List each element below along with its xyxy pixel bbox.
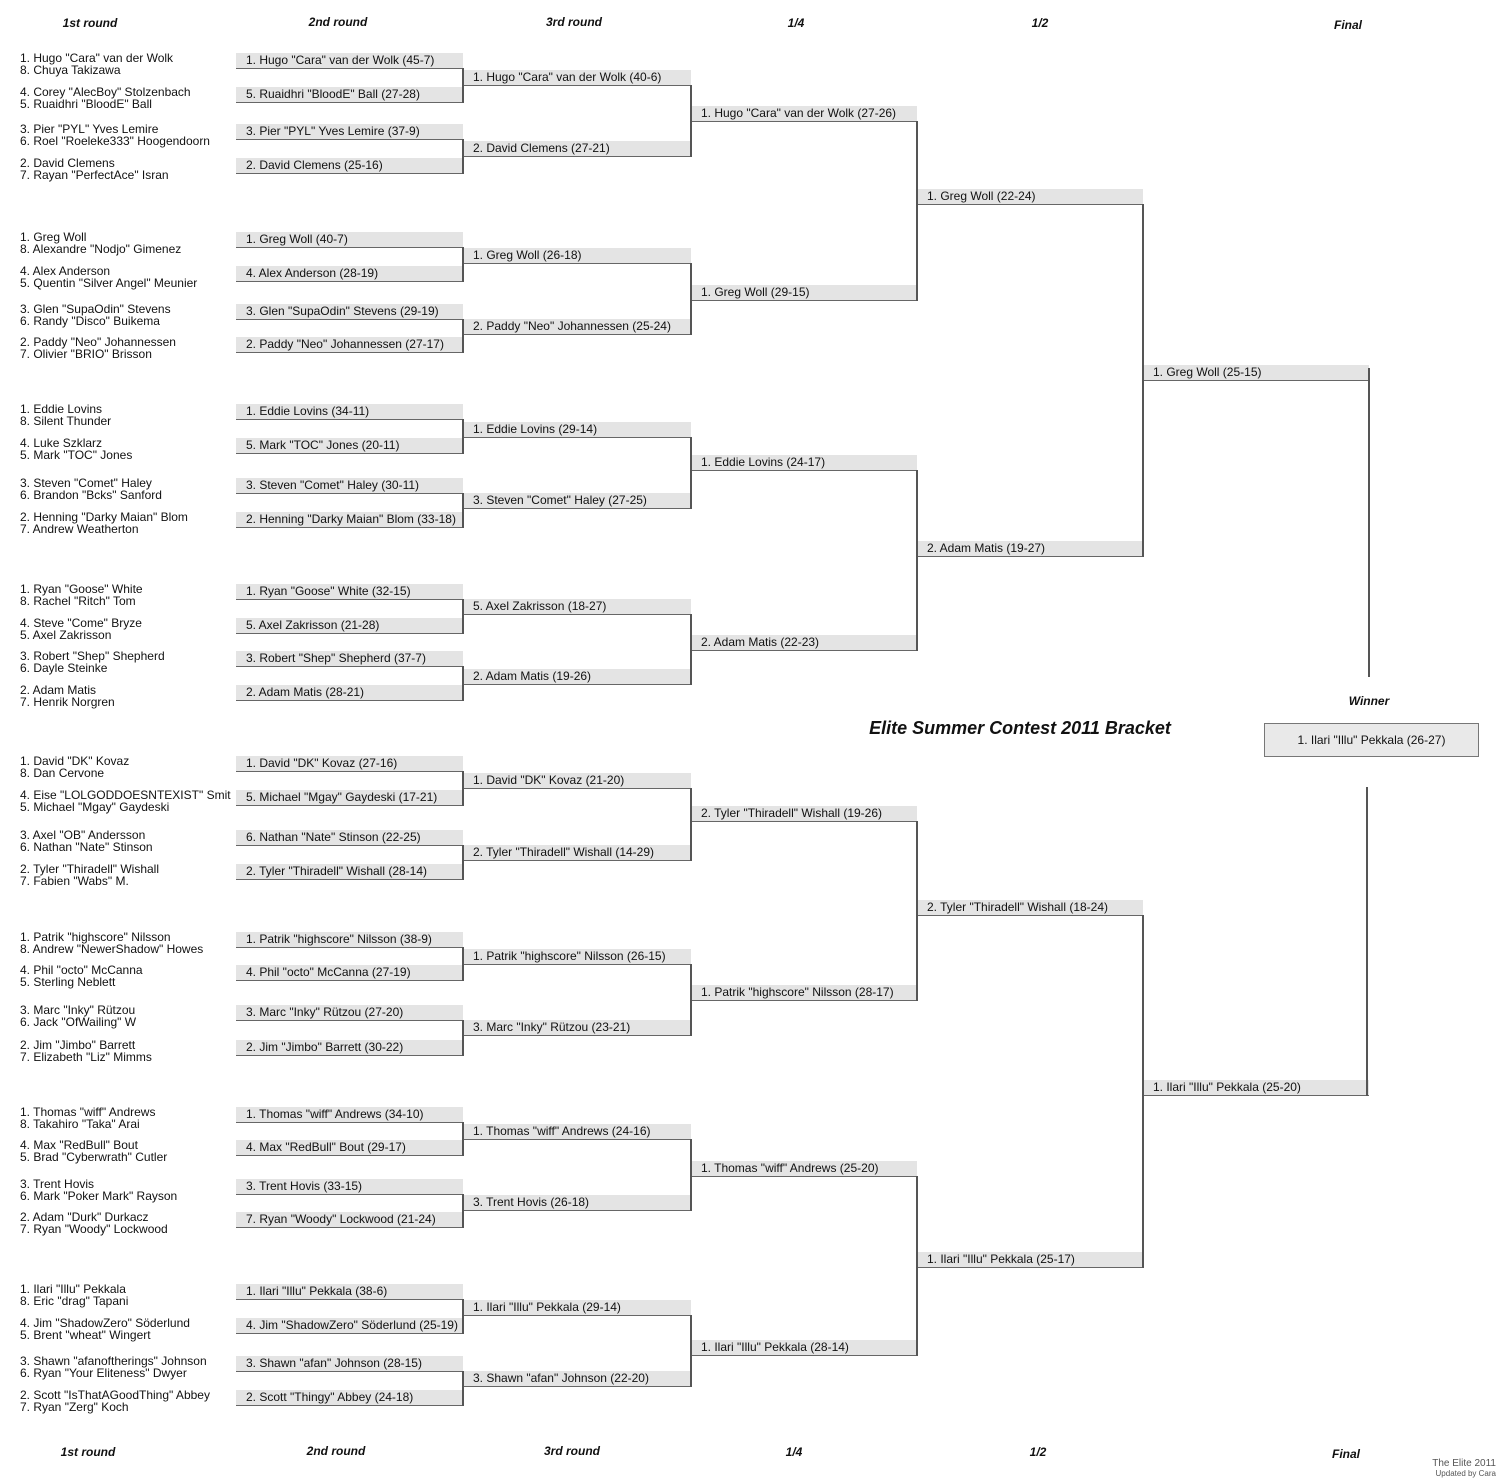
round2-slot: 1. Ryan "Goose" White (32-15) xyxy=(236,584,463,600)
connector-quarterfinal xyxy=(916,1176,918,1356)
round2-slot: 5. Mark "TOC" Jones (20-11) xyxy=(236,438,463,454)
round1-pair xyxy=(20,157,169,181)
footer-header-quarterfinal: 1/4 xyxy=(785,1445,803,1459)
semifinal-slot: 2. Tyler "Thiradell" Wishall (18-24) xyxy=(917,900,1143,916)
connector-round3 xyxy=(690,964,692,1036)
connector-quarterfinal xyxy=(916,121,918,301)
connector-round3 xyxy=(690,437,692,509)
round1-pair xyxy=(20,617,142,641)
round1-pair xyxy=(20,1211,168,1235)
round2-slot: 5. Axel Zakrisson (21-28) xyxy=(236,618,463,634)
round2-slot: 1. Thomas "wiff" Andrews (34-10) xyxy=(236,1107,463,1123)
round2-slot: 4. Phil "octo" McCanna (27-19) xyxy=(236,965,463,981)
round1-player: 3. Robert "Shep" Shepherd xyxy=(20,649,165,663)
connector-round2 xyxy=(462,1122,464,1156)
connector-semifinal xyxy=(1142,204,1144,557)
round1-pair xyxy=(20,1317,190,1341)
round1-player: 1. Ryan "Goose" White xyxy=(20,582,143,596)
round1-player: 4. Jim "ShadowZero" Söderlund xyxy=(20,1316,190,1330)
round1-player: 7. Ryan "Zerg" Koch xyxy=(20,1400,129,1414)
round1-player: 7. Olivier "BRIO" Brisson xyxy=(20,347,152,361)
round1-player: 2. Henning "Darky Maian" Blom xyxy=(20,510,188,524)
round2-slot: 1. David "DK" Kovaz (27-16) xyxy=(236,756,463,772)
round1-player: 1. Thomas "wiff" Andrews xyxy=(20,1105,156,1119)
round3-slot: 2. Tyler "Thiradell" Wishall (14-29) xyxy=(463,845,691,861)
connector-round2 xyxy=(462,419,464,454)
quarterfinal-slot: 2. Adam Matis (22-23) xyxy=(691,635,917,651)
round1-player: 8. Chuya Takizawa xyxy=(20,63,121,77)
round3-slot: 3. Trent Hovis (26-18) xyxy=(463,1195,691,1211)
round1-pair xyxy=(20,931,203,955)
round1-player: 8. Alexandre "Nodjo" Gimenez xyxy=(20,242,182,256)
round3-slot: 5. Axel Zakrisson (18-27) xyxy=(463,599,691,615)
round1-player: 3. Axel "OB" Andersson xyxy=(20,828,146,842)
final-slot: 1. Ilari "Illu" Pekkala (25-20) xyxy=(1143,1080,1369,1096)
round1-pair xyxy=(20,403,111,427)
round1-player: 6. Nathan "Nate" Stinson xyxy=(20,840,153,854)
round1-pair xyxy=(20,1039,152,1063)
round2-slot: 3. Steven "Comet" Haley (30-11) xyxy=(236,478,463,494)
round1-player: 4. Phil "octo" McCanna xyxy=(20,963,143,977)
round2-slot: 5. Michael "Mgay" Gaydeski (17-21) xyxy=(236,790,463,806)
quarterfinal-slot: 1. Ilari "Illu" Pekkala (28-14) xyxy=(691,1340,917,1356)
connector-quarterfinal xyxy=(916,470,918,651)
round3-slot: 1. David "DK" Kovaz (21-20) xyxy=(463,773,691,789)
round2-slot: 3. Trent Hovis (33-15) xyxy=(236,1179,463,1195)
round1-player: 2. Paddy "Neo" Johannessen xyxy=(20,335,176,349)
connector-round2 xyxy=(462,947,464,981)
quarterfinal-slot: 1. Greg Woll (29-15) xyxy=(691,285,917,301)
round1-pair xyxy=(20,684,115,708)
round1-pair xyxy=(20,1389,210,1413)
round3-slot: 2. Paddy "Neo" Johannessen (25-24) xyxy=(463,319,691,335)
round1-player: 7. Andrew Weatherton xyxy=(20,522,139,536)
connector-semifinal xyxy=(1142,915,1144,1268)
round3-slot: 3. Marc "Inky" Rützou (23-21) xyxy=(463,1020,691,1036)
semifinal-slot: 1. Greg Woll (22-24) xyxy=(917,189,1143,205)
round1-pair xyxy=(20,511,188,535)
round3-slot: 1. Patrik "highscore" Nilsson (26-15) xyxy=(463,949,691,965)
connector-round2 xyxy=(462,1371,464,1406)
round1-player: 6. Roel "Roeleke333" Hoogendoorn xyxy=(20,134,210,148)
round2-slot: 3. Glen "SupaOdin" Stevens (29-19) xyxy=(236,304,463,320)
round1-pair xyxy=(20,1004,136,1028)
round3-slot: 3. Steven "Comet" Haley (27-25) xyxy=(463,493,691,509)
round1-player: 5. Michael "Mgay" Gaydeski xyxy=(20,800,170,814)
round1-player: 5. Axel Zakrisson xyxy=(20,628,112,642)
round1-player: 3. Pier "PYL" Yves Lemire xyxy=(20,122,159,136)
header-quarterfinal: 1/4 xyxy=(787,16,805,30)
round1-player: 4. Max "RedBull" Bout xyxy=(20,1138,138,1152)
footer-header-semifinal: 1/2 xyxy=(1029,1445,1047,1459)
round1-player: 6. Dayle Steinke xyxy=(20,661,108,675)
connector-round2 xyxy=(462,493,464,528)
round2-slot: 4. Max "RedBull" Bout (29-17) xyxy=(236,1140,463,1156)
round1-player: 6. Mark "Poker Mark" Rayson xyxy=(20,1189,178,1203)
round3-slot: 1. Greg Woll (26-18) xyxy=(463,248,691,264)
connector-round2 xyxy=(462,666,464,701)
round1-player: 2. Scott "IsThatAGoodThing" Abbey xyxy=(20,1388,210,1402)
round2-slot: 2. Adam Matis (28-21) xyxy=(236,685,463,701)
round1-pair xyxy=(20,789,231,813)
round1-pair xyxy=(20,964,143,988)
header-3rd-round: 3rd round xyxy=(546,15,602,29)
round1-pair xyxy=(20,1355,207,1379)
round1-player: 4. Alex Anderson xyxy=(20,264,111,278)
round1-player: 3. Glen "SupaOdin" Stevens xyxy=(20,302,171,316)
round1-pair xyxy=(20,437,132,461)
round1-player: 4. Luke Szklarz xyxy=(20,436,103,450)
round1-player: 3. Steven "Comet" Haley xyxy=(20,476,152,490)
round1-player: 5. Brad "Cyberwrath" Cutler xyxy=(20,1150,168,1164)
round1-player: 1. Ilari "Illu" Pekkala xyxy=(20,1282,126,1296)
connector-final-top xyxy=(1368,368,1370,677)
quarterfinal-slot: 2. Tyler "Thiradell" Wishall (19-26) xyxy=(691,806,917,822)
round1-player: 8. Eric "drag" Tapani xyxy=(20,1294,129,1308)
round1-player: 7. Rayan "PerfectAce" Isran xyxy=(20,168,169,182)
round1-pair xyxy=(20,1178,177,1202)
round1-pair xyxy=(20,123,210,147)
round1-pair xyxy=(20,1106,155,1130)
round1-player: 2. Jim "Jimbo" Barrett xyxy=(20,1038,136,1052)
round3-slot: 1. Ilari "Illu" Pekkala (29-14) xyxy=(463,1300,691,1316)
round2-slot: 1. Ilari "Illu" Pekkala (38-6) xyxy=(236,1284,463,1300)
round1-player: 2. Tyler "Thiradell" Wishall xyxy=(20,862,160,876)
round3-slot: 1. Eddie Lovins (29-14) xyxy=(463,422,691,438)
connector-round3 xyxy=(690,614,692,685)
round1-pair xyxy=(20,583,143,607)
round1-player: 8. Silent Thunder xyxy=(20,414,112,428)
round1-player: 1. Hugo "Cara" van der Wolk xyxy=(20,51,174,65)
connector-round3 xyxy=(690,788,692,861)
round2-slot: 1. Patrik "highscore" Nilsson (38-9) xyxy=(236,932,463,948)
round1-player: 7. Ryan "Woody" Lockwood xyxy=(20,1222,168,1236)
round1-pair xyxy=(20,303,171,327)
footer-header-final: Final xyxy=(1331,1447,1360,1461)
footer-credit xyxy=(1432,1458,1496,1478)
footer-line-2: Updated by Cara xyxy=(1435,1469,1496,1478)
round1-player: 1. Patrik "highscore" Nilsson xyxy=(20,930,171,944)
page-title: Elite Summer Contest 2011 Bracket xyxy=(869,718,1171,738)
round1-player: 1. David "DK" Kovaz xyxy=(20,754,130,768)
round1-player: 4. Corey "AlecBoy" Stolzenbach xyxy=(20,85,191,99)
footer-line-1: The Elite 2011 xyxy=(1432,1458,1496,1469)
connector-round2 xyxy=(462,771,464,806)
round1-player: 2. David Clemens xyxy=(20,156,115,170)
round2-slot: 3. Robert "Shep" Shepherd (37-7) xyxy=(236,651,463,667)
round1-player: 7. Henrik Norgren xyxy=(20,695,115,709)
winner-box: 1. Ilari "Illu" Pekkala (26-27) xyxy=(1264,723,1479,757)
round1-player: 8. Andrew "NewerShadow" Howes xyxy=(20,942,204,956)
connector-round3 xyxy=(690,1315,692,1387)
round2-slot: 2. Tyler "Thiradell" Wishall (28-14) xyxy=(236,864,463,880)
round2-slot: 2. Jim "Jimbo" Barrett (30-22) xyxy=(236,1040,463,1056)
round1-player: 5. Brent "wheat" Wingert xyxy=(20,1328,151,1342)
round2-slot: 6. Nathan "Nate" Stinson (22-25) xyxy=(236,830,463,846)
round1-player: 7. Fabien "Wabs" M. xyxy=(20,874,129,888)
connector-round2 xyxy=(462,1020,464,1056)
round1-pair xyxy=(20,650,165,674)
round1-player: 8. Dan Cervone xyxy=(20,766,105,780)
round3-slot: 2. Adam Matis (19-26) xyxy=(463,669,691,685)
round2-slot: 2. David Clemens (25-16) xyxy=(236,158,463,174)
round3-slot: 2. David Clemens (27-21) xyxy=(463,141,691,157)
connector-round3 xyxy=(690,263,692,335)
round1-pair xyxy=(20,265,197,289)
connector-round2 xyxy=(462,599,464,634)
round2-slot: 3. Marc "Inky" Rützou (27-20) xyxy=(236,1005,463,1021)
header-final: Final xyxy=(1333,18,1362,32)
round3-slot: 1. Thomas "wiff" Andrews (24-16) xyxy=(463,1124,691,1140)
round1-player: 6. Ryan "Your Eliteness" Dwyer xyxy=(20,1366,187,1380)
round1-pair xyxy=(20,336,176,360)
round1-player: 3. Shawn "afanoftherings" Johnson xyxy=(20,1354,207,1368)
round1-player: 8. Takahiro "Taka" Arai xyxy=(20,1117,140,1131)
round1-player: 7. Elizabeth "Liz" Mimms xyxy=(20,1050,152,1064)
round1-pair xyxy=(20,477,162,501)
round1-player: 5. Quentin "Silver Angel" Meunier xyxy=(20,276,198,290)
header-2nd-round: 2nd round xyxy=(308,15,368,29)
round1-player: 4. Eise "LOLGODDOESNTEXIST" Smit xyxy=(20,788,231,802)
connector-round2 xyxy=(462,845,464,880)
round1-player: 3. Trent Hovis xyxy=(20,1177,95,1191)
quarterfinal-slot: 1. Hugo "Cara" van der Wolk (27-26) xyxy=(691,106,917,122)
round1-player: 2. Adam Matis xyxy=(20,683,97,697)
round2-slot: 1. Eddie Lovins (34-11) xyxy=(236,404,463,420)
round3-slot: 3. Shawn "afan" Johnson (22-20) xyxy=(463,1371,691,1387)
connector-round2 xyxy=(462,139,464,174)
round1-player: 6. Randy "Disco" Buikema xyxy=(20,314,160,328)
connector-final-bottom xyxy=(1366,787,1368,1096)
round1-pair xyxy=(20,86,191,110)
connector-round3 xyxy=(690,1139,692,1211)
round2-slot: 7. Ryan "Woody" Lockwood (21-24) xyxy=(236,1212,463,1228)
round2-slot: 2. Henning "Darky Maian" Blom (33-18) xyxy=(236,512,463,528)
round2-slot: 3. Shawn "afan" Johnson (28-15) xyxy=(236,1356,463,1372)
round2-slot: 4. Jim "ShadowZero" Söderlund (25-19) xyxy=(236,1318,463,1334)
semifinal-slot: 2. Adam Matis (19-27) xyxy=(917,541,1143,557)
round1-pair xyxy=(20,1283,128,1307)
header-winner: Winner xyxy=(1348,694,1390,708)
round2-slot: 3. Pier "PYL" Yves Lemire (37-9) xyxy=(236,124,463,140)
connector-round2 xyxy=(462,1194,464,1228)
round3-slot: 1. Hugo "Cara" van der Wolk (40-6) xyxy=(463,70,691,86)
round2-slot: 1. Greg Woll (40-7) xyxy=(236,232,463,248)
connector-round3 xyxy=(690,85,692,157)
quarterfinal-slot: 1. Eddie Lovins (24-17) xyxy=(691,455,917,471)
round2-slot: 2. Paddy "Neo" Johannessen (27-17) xyxy=(236,337,463,353)
footer-header-1st-round: 1st round xyxy=(60,1445,116,1459)
round1-player: 5. Sterling Neblett xyxy=(20,975,116,989)
round1-player: 3. Marc "Inky" Rützou xyxy=(20,1003,136,1017)
round1-pair xyxy=(20,1139,167,1163)
round1-player: 4. Steve "Come" Bryze xyxy=(20,616,142,630)
round1-player: 1. Greg Woll xyxy=(20,230,87,244)
footer-header-2nd-round: 2nd round xyxy=(306,1444,366,1458)
connector-quarterfinal xyxy=(916,821,918,1001)
footer-header-3rd-round: 3rd round xyxy=(544,1444,600,1458)
round1-player: 5. Ruaidhri "BloodE" Ball xyxy=(20,97,152,111)
round2-slot: 5. Ruaidhri "BloodE" Ball (27-28) xyxy=(236,87,463,103)
round2-slot: 1. Hugo "Cara" van der Wolk (45-7) xyxy=(236,53,463,69)
quarterfinal-slot: 1. Patrik "highscore" Nilsson (28-17) xyxy=(691,985,917,1001)
quarterfinal-slot: 1. Thomas "wiff" Andrews (25-20) xyxy=(691,1161,917,1177)
connector-round2 xyxy=(462,1299,464,1334)
round1-pair xyxy=(20,863,159,887)
round1-pair xyxy=(20,52,173,76)
round2-slot: 4. Alex Anderson (28-19) xyxy=(236,266,463,282)
round1-pair xyxy=(20,755,129,779)
connector-round2 xyxy=(462,319,464,353)
round1-player: 1. Eddie Lovins xyxy=(20,402,103,416)
round1-pair xyxy=(20,829,153,853)
round1-player: 8. Rachel "Ritch" Tom xyxy=(20,594,136,608)
round1-player: 6. Brandon "Bcks" Sanford xyxy=(20,488,162,502)
connector-round2 xyxy=(462,68,464,103)
header-semifinal: 1/2 xyxy=(1031,16,1049,30)
header-1st-round: 1st round xyxy=(62,16,118,30)
connector-round2 xyxy=(462,247,464,282)
round1-player: 2. Adam "Durk" Durkacz xyxy=(20,1210,149,1224)
round2-slot: 2. Scott "Thingy" Abbey (24-18) xyxy=(236,1390,463,1406)
semifinal-slot: 1. Ilari "Illu" Pekkala (25-17) xyxy=(917,1252,1143,1268)
final-slot: 1. Greg Woll (25-15) xyxy=(1143,365,1369,381)
round1-pair xyxy=(20,231,181,255)
round1-player: 6. Jack "OfWailing" W xyxy=(20,1015,137,1029)
round1-player: 5. Mark "TOC" Jones xyxy=(20,448,133,462)
